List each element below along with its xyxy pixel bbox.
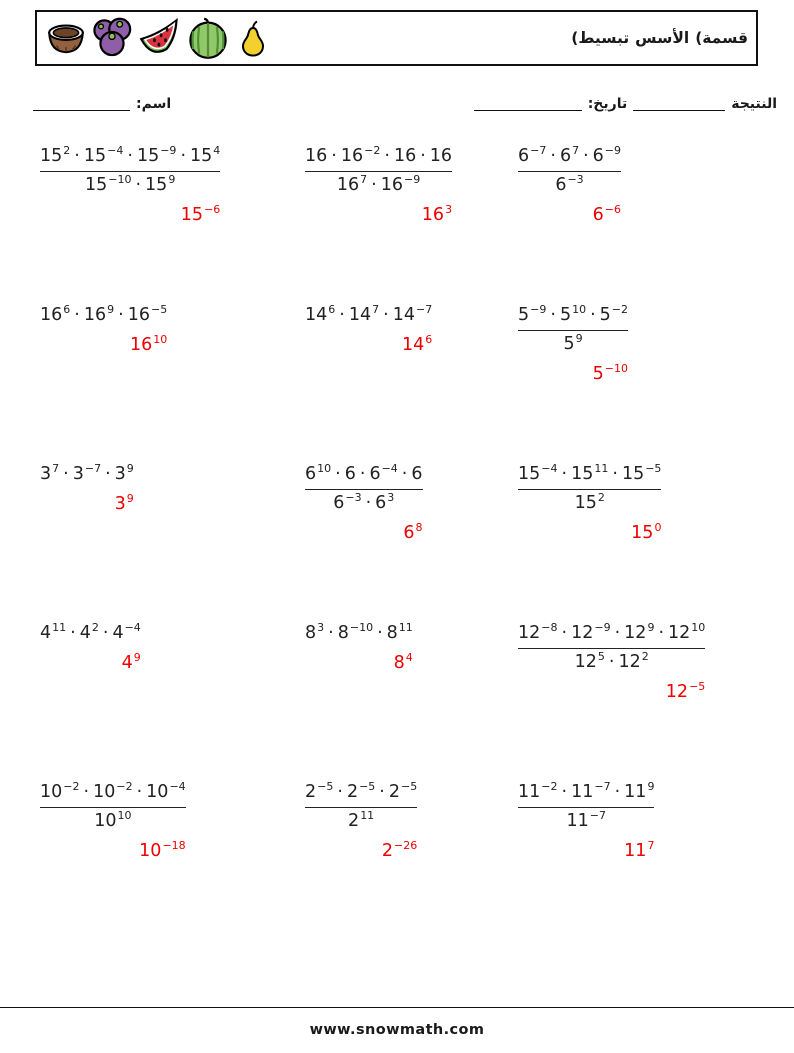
multiply-dot: · [335, 464, 341, 484]
fraction-bar [518, 648, 705, 649]
multiply-dot: · [136, 782, 143, 802]
fraction-bar [305, 489, 423, 490]
term: $16^{-9}$ [380, 172, 421, 195]
term: $10^{-2}$ [93, 780, 133, 802]
fraction-bar [518, 489, 661, 490]
multiply-dot: · [608, 651, 615, 672]
term: $12^9$ [624, 621, 655, 643]
problem [305, 781, 417, 940]
fraction [518, 622, 705, 674]
multiply-dot: · [339, 305, 345, 325]
multiply-dot: · [384, 146, 390, 166]
answer: $14^6$ [401, 332, 433, 355]
answer: $11^7$ [624, 838, 655, 861]
term: $10^{-2}$ [40, 780, 80, 802]
result-blank-line [633, 97, 725, 111]
title-word: (قسمة [695, 29, 748, 47]
denominator [518, 651, 705, 674]
pear-icon [233, 16, 273, 60]
term: 6 [344, 464, 356, 484]
term: 6 [411, 464, 423, 484]
term: $2^{-5}$ [388, 780, 418, 802]
denominator [518, 333, 628, 356]
fraction-bar [305, 807, 417, 808]
multiply-dot: · [331, 146, 337, 166]
denominator [518, 810, 654, 833]
fraction-bar [40, 807, 186, 808]
date-blank-line [474, 97, 582, 111]
multiply-dot: · [561, 623, 568, 643]
problem [40, 463, 134, 622]
multiply-dot: · [337, 782, 343, 802]
multiply-dot: · [550, 146, 556, 166]
watermelon-icon [186, 16, 230, 60]
problem [305, 622, 413, 781]
date-label: تاريخ: [587, 96, 628, 112]
term: 16 [393, 146, 417, 166]
multiply-dot: · [371, 174, 377, 195]
multiply-dot: · [377, 623, 383, 643]
multiply-dot: · [590, 305, 596, 325]
multiply-dot: · [105, 464, 111, 484]
term: $14^{-7}$ [392, 303, 433, 325]
problem [518, 463, 661, 622]
term: $6^7$ [559, 144, 580, 166]
term: $5^{10}$ [559, 303, 587, 325]
date-result-field [474, 96, 777, 112]
term: $11^{-7}$ [566, 808, 606, 831]
answer: $15^{-6}$ [180, 202, 221, 225]
term: $10^{-4}$ [146, 780, 186, 802]
term: $16^7$ [336, 172, 368, 195]
term: $8^{-10}$ [337, 621, 374, 643]
term: $4^2$ [79, 621, 99, 643]
term: $12^5$ [574, 649, 605, 672]
problem [305, 463, 423, 622]
footer-url: www.snowmath.com [309, 1022, 485, 1038]
expression [40, 463, 134, 486]
answer: $12^{-5}$ [665, 679, 706, 702]
term: $15^9$ [145, 172, 176, 195]
term: $5^{-9}$ [518, 303, 547, 325]
name-field [33, 96, 171, 112]
fraction [518, 304, 628, 356]
term: $15^{-4}$ [83, 144, 124, 166]
term: $2^{11}$ [348, 808, 375, 831]
expression [305, 622, 413, 645]
term: $3^{-7}$ [72, 462, 102, 484]
answer: $16^3$ [421, 202, 453, 225]
multiply-dot: · [561, 464, 568, 484]
denominator [40, 810, 186, 833]
term: $15^{-9}$ [136, 144, 177, 166]
answer: $5^{-10}$ [592, 361, 629, 384]
denominator [518, 492, 661, 515]
fraction-bar [518, 330, 628, 331]
term: $14^6$ [305, 303, 336, 325]
term: $11^9$ [624, 780, 655, 802]
answer: $8^4$ [393, 650, 413, 673]
answer: $3^9$ [114, 491, 134, 514]
problem [518, 304, 628, 463]
term: $2^{-5}$ [346, 780, 376, 802]
multiply-dot: · [365, 492, 372, 513]
problem [40, 781, 186, 940]
numerator [518, 145, 621, 168]
term: $15^{-10}$ [84, 172, 132, 195]
expression [305, 304, 432, 327]
multiply-dot: · [614, 623, 621, 643]
answer: $2^{-26}$ [381, 838, 418, 861]
term: $15^{-4}$ [518, 462, 558, 484]
fraction [305, 781, 417, 833]
answer: $4^9$ [121, 650, 141, 673]
term: $16^{-2}$ [340, 144, 381, 166]
worksheet-title [571, 29, 748, 47]
meta-row [33, 90, 777, 112]
name-label: اسم: [136, 96, 172, 112]
fraction [518, 145, 621, 197]
fraction [305, 145, 452, 197]
term: $15^2$ [40, 144, 71, 166]
denominator [305, 810, 417, 833]
numerator [305, 781, 417, 804]
multiply-dot: · [561, 782, 568, 802]
fraction [40, 781, 186, 833]
term: $12^2$ [618, 649, 649, 672]
problem [40, 145, 220, 304]
expression [40, 304, 167, 327]
numerator [305, 145, 452, 168]
term: $6^3$ [375, 490, 395, 513]
term: $11^{-7}$ [571, 780, 611, 802]
result-label: النتيجة [731, 96, 777, 112]
multiply-dot: · [328, 623, 334, 643]
numerator [40, 145, 220, 168]
term: $4^{11}$ [40, 621, 67, 643]
fraction [305, 463, 423, 515]
multiply-dot: · [83, 782, 90, 802]
multiply-dot: · [135, 174, 142, 195]
denominator [305, 492, 423, 515]
term: $15^{11}$ [571, 462, 609, 484]
fraction [40, 145, 220, 197]
problem [305, 145, 452, 304]
multiply-dot: · [383, 305, 389, 325]
multiply-dot: · [74, 146, 80, 166]
fraction-bar [518, 171, 621, 172]
term: $16^6$ [40, 303, 71, 325]
term: $16^{-5}$ [127, 303, 168, 325]
fraction [518, 781, 654, 833]
expression [40, 622, 141, 645]
numerator [518, 781, 654, 804]
multiply-dot: · [401, 464, 408, 484]
term: $4^{-4}$ [112, 621, 141, 643]
problem [40, 622, 141, 781]
problem [40, 304, 167, 463]
term: $16^9$ [83, 303, 115, 325]
term: 16 [305, 146, 328, 166]
problem [518, 622, 705, 781]
term: 16 [429, 146, 453, 166]
title-word: (تبسيط [571, 29, 630, 47]
multiply-dot: · [180, 146, 187, 166]
answer: $6^{-6}$ [592, 202, 622, 225]
term: $2^{-5}$ [305, 780, 334, 802]
term: $14^7$ [348, 303, 380, 325]
fraction-bar [40, 171, 220, 172]
multiply-dot: · [63, 464, 69, 484]
numerator [305, 463, 423, 486]
multiply-dot: · [550, 305, 556, 325]
term: $6^{-9}$ [592, 144, 622, 166]
multiply-dot: · [70, 623, 76, 643]
multiply-dot: · [102, 623, 109, 643]
multiply-dot: · [612, 464, 618, 484]
term: $15^4$ [190, 144, 221, 166]
header-box [35, 10, 758, 66]
multiply-dot: · [583, 146, 589, 166]
multiply-dot: · [420, 146, 426, 166]
multiply-dot: · [118, 305, 124, 325]
denominator [40, 174, 220, 197]
multiply-dot: · [379, 782, 385, 802]
berries-icon [90, 16, 134, 60]
multiply-dot: · [74, 305, 80, 325]
multiply-dot: · [127, 146, 133, 166]
term: $8^{11}$ [386, 621, 413, 643]
term: $6^{10}$ [305, 462, 332, 484]
term: $6^{-7}$ [518, 144, 547, 166]
term: $15^{-5}$ [621, 462, 662, 484]
denominator [305, 174, 452, 197]
watermelon-slice-icon [137, 16, 183, 60]
term: $6^{-3}$ [333, 490, 362, 513]
numerator [40, 781, 186, 804]
fruit-banner [45, 16, 273, 60]
numerator [518, 304, 628, 327]
problem [305, 304, 432, 463]
term: $5^9$ [563, 331, 583, 354]
fraction [518, 463, 661, 515]
multiply-dot: · [658, 623, 665, 643]
numerator [518, 622, 705, 645]
multiply-dot: · [359, 464, 366, 484]
numerator [518, 463, 661, 486]
multiply-dot: · [614, 782, 621, 802]
term: $3^7$ [40, 462, 60, 484]
denominator [518, 174, 621, 197]
term: $8^3$ [305, 621, 325, 643]
problem [518, 145, 621, 304]
term: $11^{-2}$ [518, 780, 558, 802]
term: $6^{-3}$ [555, 172, 584, 195]
answer: $16^{10}$ [129, 332, 168, 355]
problems-grid [40, 145, 778, 940]
term: $12^{-8}$ [518, 621, 558, 643]
term: $12^{-9}$ [571, 621, 611, 643]
title-word: الأسس [635, 29, 690, 47]
answer: $6^8$ [403, 520, 423, 543]
footer-divider [0, 1007, 794, 1008]
answer: $15^0$ [631, 520, 662, 543]
term: $3^9$ [114, 462, 134, 484]
term: $5^{-2}$ [599, 303, 629, 325]
answer: $10^{-18}$ [139, 838, 186, 861]
fraction-bar [518, 807, 654, 808]
name-blank-line [33, 97, 130, 111]
coconut-icon [45, 17, 87, 59]
fraction-bar [305, 171, 452, 172]
problem [518, 781, 654, 940]
term: $10^{10}$ [94, 808, 132, 831]
term: $15^2$ [574, 490, 605, 513]
term: $6^{-4}$ [369, 462, 398, 484]
term: $12^{10}$ [668, 621, 706, 643]
